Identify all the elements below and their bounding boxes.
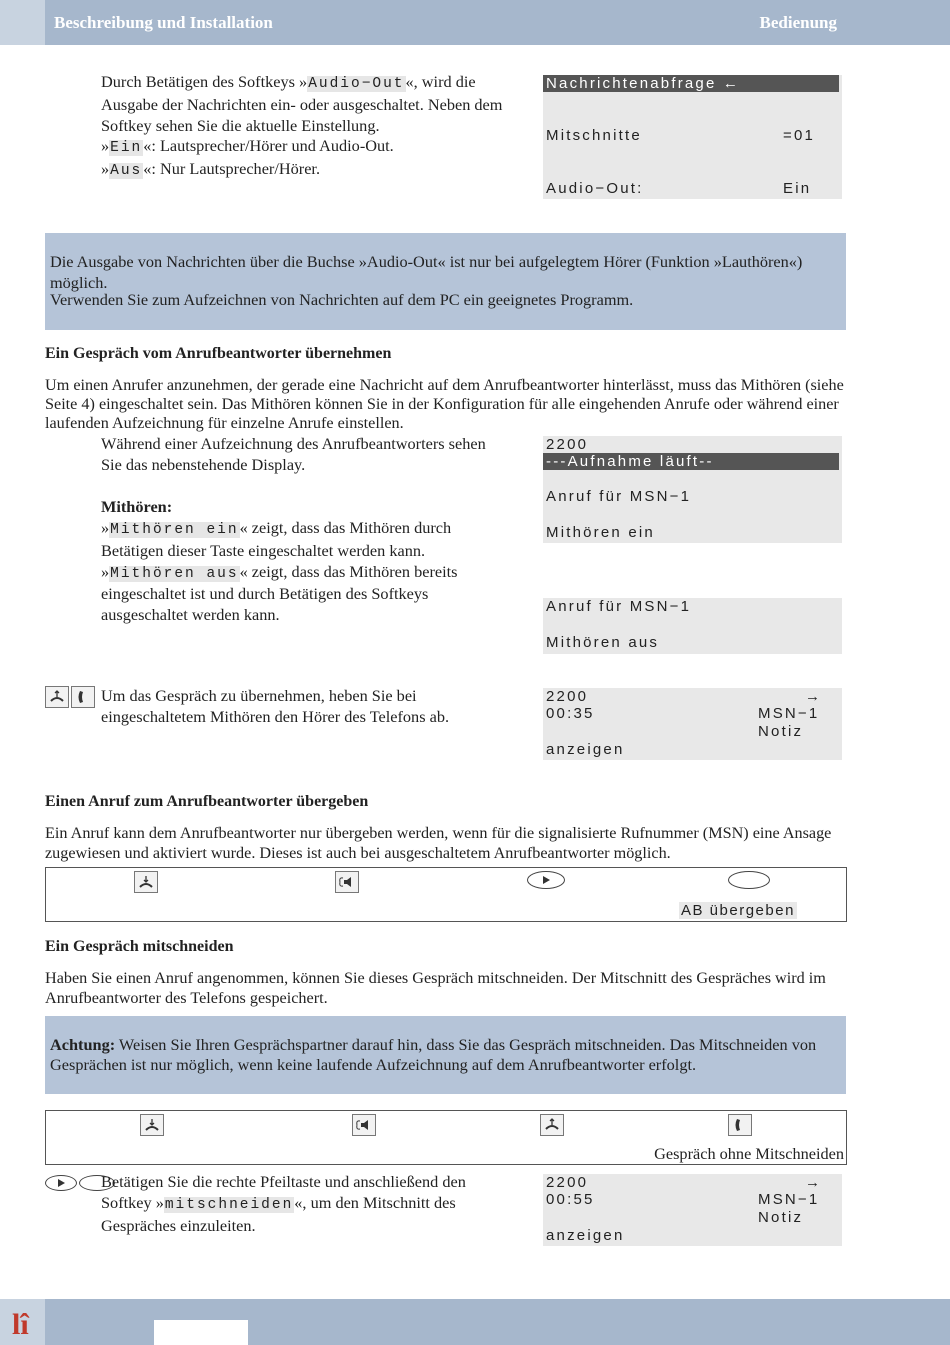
header-section-title: Beschreibung und Installation: [54, 13, 273, 32]
arrow-right-key-icon: [527, 871, 565, 889]
footer-logo: lî: [12, 1308, 29, 1341]
softkey-aus: Aus: [110, 163, 143, 180]
display-softkey: Mithören aus: [546, 634, 660, 651]
text: « zeigt, dass das Mithören bereits eingeschaltet ist und durch Betätigen des Softkeys ausgeschaltet werden kann.: [101, 561, 458, 625]
softkey-mithoeren-ein: Mithören ein: [110, 522, 239, 538]
audio-out-description: [101, 72, 511, 182]
text: «: Nur Lautsprecher/Hörer.: [143, 159, 321, 179]
page-number-box: [154, 1320, 248, 1345]
text: »: [101, 136, 110, 156]
section-heading: Ein Gespräch mitschneiden: [45, 938, 234, 955]
handset-lift-icon: [540, 1114, 564, 1136]
result-label: Gespräch ohne Mitschneiden: [654, 1144, 844, 1163]
paragraph: Während einer Aufzeichnung des Anrufbeantworters sehen Sie das nebenstehende Display.: [101, 434, 486, 474]
section-heading: Einen Anruf zum Anrufbeantworter übergeben: [45, 793, 369, 810]
key-sequence-box: [45, 867, 847, 922]
paragraph: Um das Gespräch zu übernehmen, heben Sie bei eingeschaltetem Mithören den Hörer des Telefons ab.: [101, 686, 450, 726]
display-mithoeren-aus: [543, 598, 842, 654]
text: »: [101, 159, 110, 179]
speaker-icon: [335, 871, 359, 893]
handset-lift-icon: [45, 686, 69, 708]
page-footer: [0, 1299, 950, 1345]
mitschneiden-instruction: [101, 1172, 509, 1236]
display-value: Ein: [783, 180, 812, 197]
display-nachrichtenabfrage: [543, 75, 842, 199]
handset-down-icon: [134, 871, 158, 893]
text: Weisen Sie Ihren Gesprächspartner darauf hin, dass Sie das Gespräch mitschneiden. Das Mitschneiden von Gesprächen ist nur möglich, wenn keine laufende Aufzeichnung auf dem Anrufbeantworter erfolgt.: [50, 1035, 817, 1074]
display-softkey: anzeigen: [546, 1227, 625, 1244]
arrow-right-key-icon: [45, 1175, 77, 1191]
softkey-mitschneiden: mitschneiden: [164, 1196, 294, 1213]
display-label: Mitschnitte: [546, 127, 642, 144]
note-text: Die Ausgabe von Nachrichten über die Buchse »Audio-Out« ist nur bei aufgelegtem Hörer (Funktion »Lauthören«) möglich.: [50, 252, 803, 292]
display-title: ---Aufnahme läuft--: [543, 453, 839, 470]
display-line: 00:35: [546, 705, 595, 722]
display-label: Audio−Out:: [546, 180, 644, 197]
display-softkey: Mithören ein: [546, 524, 655, 541]
display-line: 00:55: [546, 1191, 595, 1208]
warning-note: [45, 1016, 846, 1094]
softkey-label: AB übergeben: [681, 902, 795, 919]
note-text: Verwenden Sie zum Aufzeichnen von Nachrichten auf dem PC ein geeignetes Programm.: [50, 290, 634, 309]
section-intro: Um einen Anrufer anzunehmen, der gerade eine Nachricht auf dem Anrufbeantworter hinterlässt, muss das Mithören (siehe Seite 4) eingeschaltet sein. Das Mithören können Sie in der Konfiguration für alle eingehenden Anrufe oder während einer laufenden Aufzeichnung für einzelne Anrufe einstellen.: [45, 376, 844, 432]
softkey-audio-out: Audio−Out: [308, 76, 405, 92]
info-note: [45, 233, 846, 330]
subheading: Mithören:: [101, 497, 173, 516]
text: »: [101, 518, 110, 537]
softkey-icon: [728, 871, 770, 889]
display-line: 2200: [546, 1174, 589, 1191]
note-text: [50, 1035, 845, 1074]
display-line: MSN−1: [758, 705, 820, 722]
paragraph: Haben Sie einen Anruf angenommen, können Sie dieses Gespräch mitschneiden. Der Mitschnitt des Gespräches wird im Anrufbeantworter des Telefons gespeichert.: [45, 969, 826, 1007]
softkey-mithoeren-aus: Mithören aus: [110, 565, 239, 582]
display-line: Anruf für MSN−1: [546, 488, 692, 505]
display-value: =01: [783, 127, 816, 144]
display-line: 2200: [546, 436, 589, 453]
paragraph: Ein Anruf kann dem Anrufbeantworter nur übergeben werden, wenn für die signalisierte Rufnummer (MSN) eine Ansage zugewiesen und aktiviert wurde. Dieses ist auch bei ausgeschaltetem Anrufbeantworter möglich.: [45, 824, 832, 862]
arrow-right-icon: →: [805, 1174, 823, 1191]
text: «, um den Mitschnitt des Gespräches einzuleiten.: [101, 1192, 456, 1235]
display-line: Anruf für MSN−1: [546, 598, 692, 615]
display-call-time: [543, 688, 842, 760]
display-aufnahme: [543, 436, 842, 543]
display-line: 2200: [546, 688, 589, 705]
display-softkey: anzeigen: [546, 741, 625, 758]
display-call-time: [543, 1174, 842, 1246]
softkey-ein: Ein: [110, 140, 143, 157]
text: «, wird die Ausgabe der Nachrichten ein- oder ausgeschaltet. Neben dem Softkey sehen Sie die aktuelle Einstellung.: [101, 72, 503, 135]
text: Durch Betätigen des Softkeys »: [101, 72, 308, 91]
handset-down-icon: [140, 1114, 164, 1136]
handset-icon: [728, 1114, 752, 1136]
display-softkey: Notiz: [758, 1209, 804, 1226]
arrow-right-icon: →: [805, 688, 823, 705]
handset-icon: [71, 686, 95, 708]
display-title: Nachrichtenabfrage ←: [543, 75, 839, 92]
display-line: MSN−1: [758, 1191, 820, 1208]
header-tab: [0, 0, 45, 45]
mithoeren-description: [101, 518, 509, 626]
header-chapter-title: Bedienung: [759, 13, 837, 32]
text: Betätigen Sie die rechte Pfeiltaste und anschließend den Softkey »: [101, 1172, 466, 1212]
speaker-icon: [352, 1114, 376, 1136]
section-heading: Ein Gespräch vom Anrufbeantworter übernehmen: [45, 345, 392, 362]
text: « zeigt, dass das Mithören durch Betätigen dieser Taste eingeschaltet werden kann.: [101, 518, 452, 560]
key-sequence-box: [45, 1110, 847, 1165]
text: »: [101, 561, 110, 581]
display-softkey: Notiz: [758, 723, 804, 740]
note-bold: Achtung:: [50, 1035, 116, 1054]
text: «: Lautsprecher/Hörer und Audio-Out.: [143, 136, 394, 156]
